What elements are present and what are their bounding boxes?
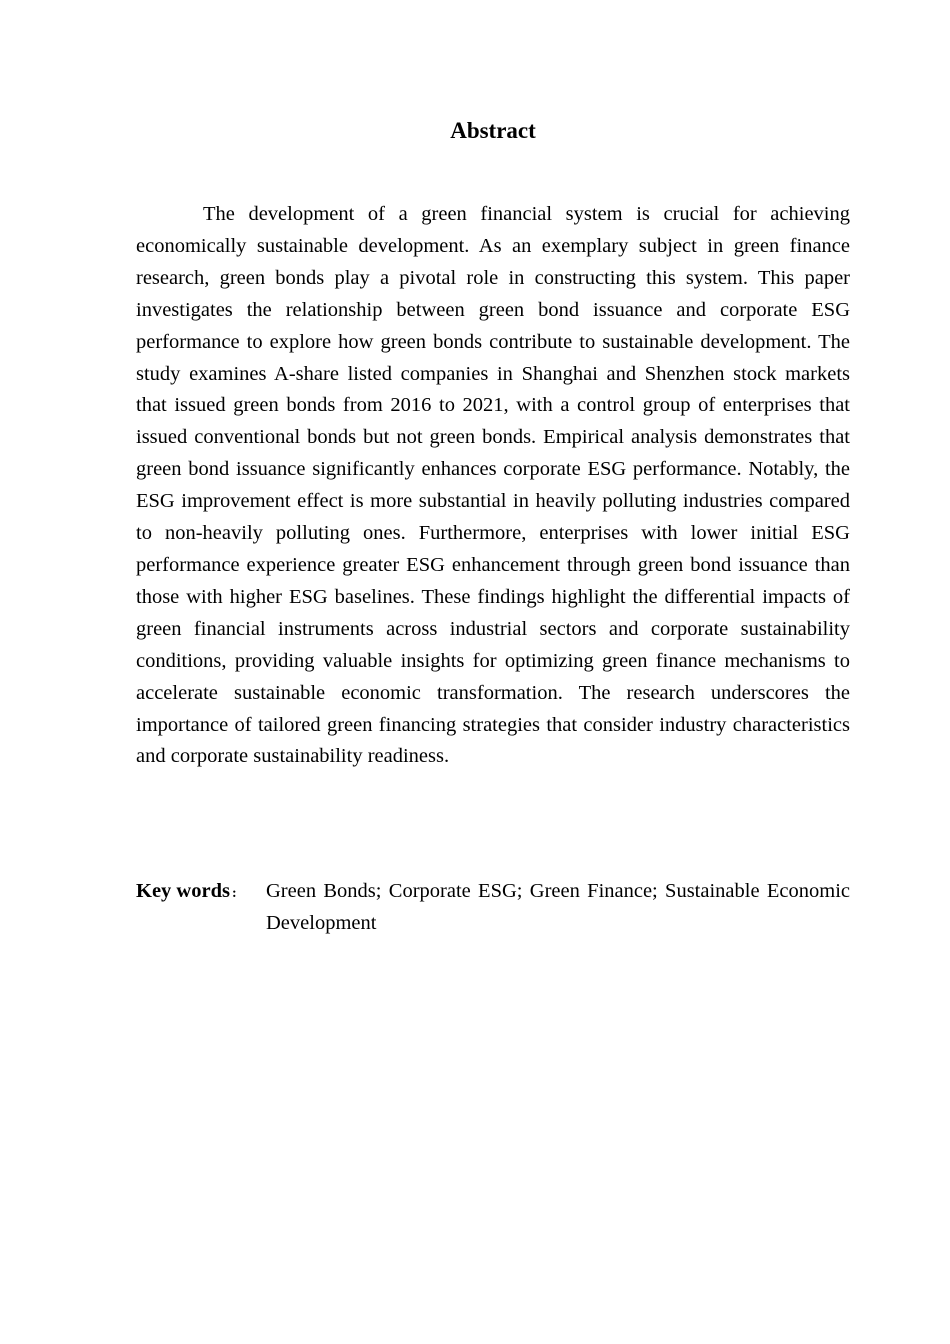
keywords-label-group (136, 876, 266, 940)
keywords-text: Green Bonds; Corporate ESG; Green Finance; Sustainable Economic Development (266, 880, 850, 934)
keywords-separator: : (231, 886, 237, 901)
abstract-body: The development of a green financial system is crucial for achieving economically sustainable development. As an exemplary subject in green finance research, green bonds play a pivotal role in constructing this system. This paper investigates the relationship between green bond issuance and corporate ESG performance to explore how green bonds contribute to sustainable development. The study examines A-share listed companies in Shanghai and Shenzhen stock markets that issued green bonds from 2016 to 2021, with a control group of enterprises that issued conventional bonds but not green bonds. Empirical analysis demonstrates that green bond issuance significantly enhances corporate ESG performance. Notably, the ESG improvement effect is more substantial in heavily polluting industries compared to non-heavily polluting ones. Furthermore, enterprises with lower initial ESG performance experience greater ESG enhancement through green bond issuance than those with higher ESG baselines. These findings highlight the differential impacts of green financial instruments across industrial sectors and corporate sustainability conditions, providing valuable insights for optimizing green finance mechanisms to accelerate sustainable economic transformation. The research underscores the importance of tailored green financing strategies that consider industry characteristics and corporate sustainability readiness. (136, 203, 850, 768)
keywords-section (136, 876, 850, 940)
keywords-label: Key words (136, 880, 230, 902)
abstract-title: Abstract (450, 118, 536, 143)
